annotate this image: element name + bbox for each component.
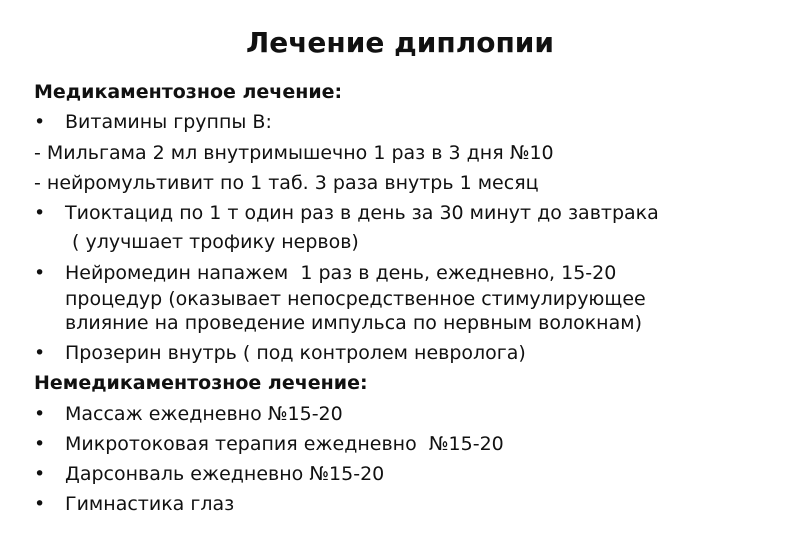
bullet-icon: • [34, 463, 46, 485]
bullet-icon: • [34, 433, 46, 455]
section-heading-medical: Медикаментозное лечение: [34, 81, 343, 103]
bullet-icon: • [34, 111, 46, 133]
list-item-proserin: Прозерин внутрь ( под контролем невролога) [65, 342, 526, 364]
list-item-neuromedin-line-2: процедур (оказывает непосредственное стимулирующее [65, 288, 646, 310]
page-title: Лечение диплопии [245, 26, 555, 59]
list-item-gymnastics: Гимнастика глаз [65, 493, 235, 515]
list-item-neuromultivit: - нейромультивит по 1 таб. 3 раза внутрь 1 месяц [34, 172, 539, 194]
list-item-microcurrent: Микротоковая терапия ежедневно №15-20 [65, 433, 504, 455]
list-item-vitamins: Витамины группы В: [65, 111, 272, 133]
bullet-icon: • [34, 342, 46, 364]
bullet-icon: • [34, 403, 46, 425]
list-item-neuromedin-line-3: влияние на проведение импульса по нервным волокнам) [65, 312, 642, 334]
list-item-milgamma: - Мильгама 2 мл внутримышечно 1 раз в 3 дня №10 [34, 142, 554, 164]
list-item-thioctacid-note: ( улучшает трофику нервов) [72, 231, 359, 253]
list-item-darsonval: Дарсонваль ежедневно №15-20 [65, 463, 385, 485]
list-item-neuromedin-line-1: Нейромедин напажем 1 раз в день, ежедневно, 15-20 [65, 262, 617, 284]
bullet-icon: • [34, 493, 46, 515]
bullet-icon: • [34, 262, 46, 284]
section-heading-nonmedical: Немедикаментозное лечение: [34, 372, 368, 394]
list-item-thioctacid: Тиоктацид по 1 т один раз в день за 30 минут до завтрака [65, 202, 659, 224]
bullet-icon: • [34, 202, 46, 224]
list-item-massage: Массаж ежедневно №15-20 [65, 403, 343, 425]
